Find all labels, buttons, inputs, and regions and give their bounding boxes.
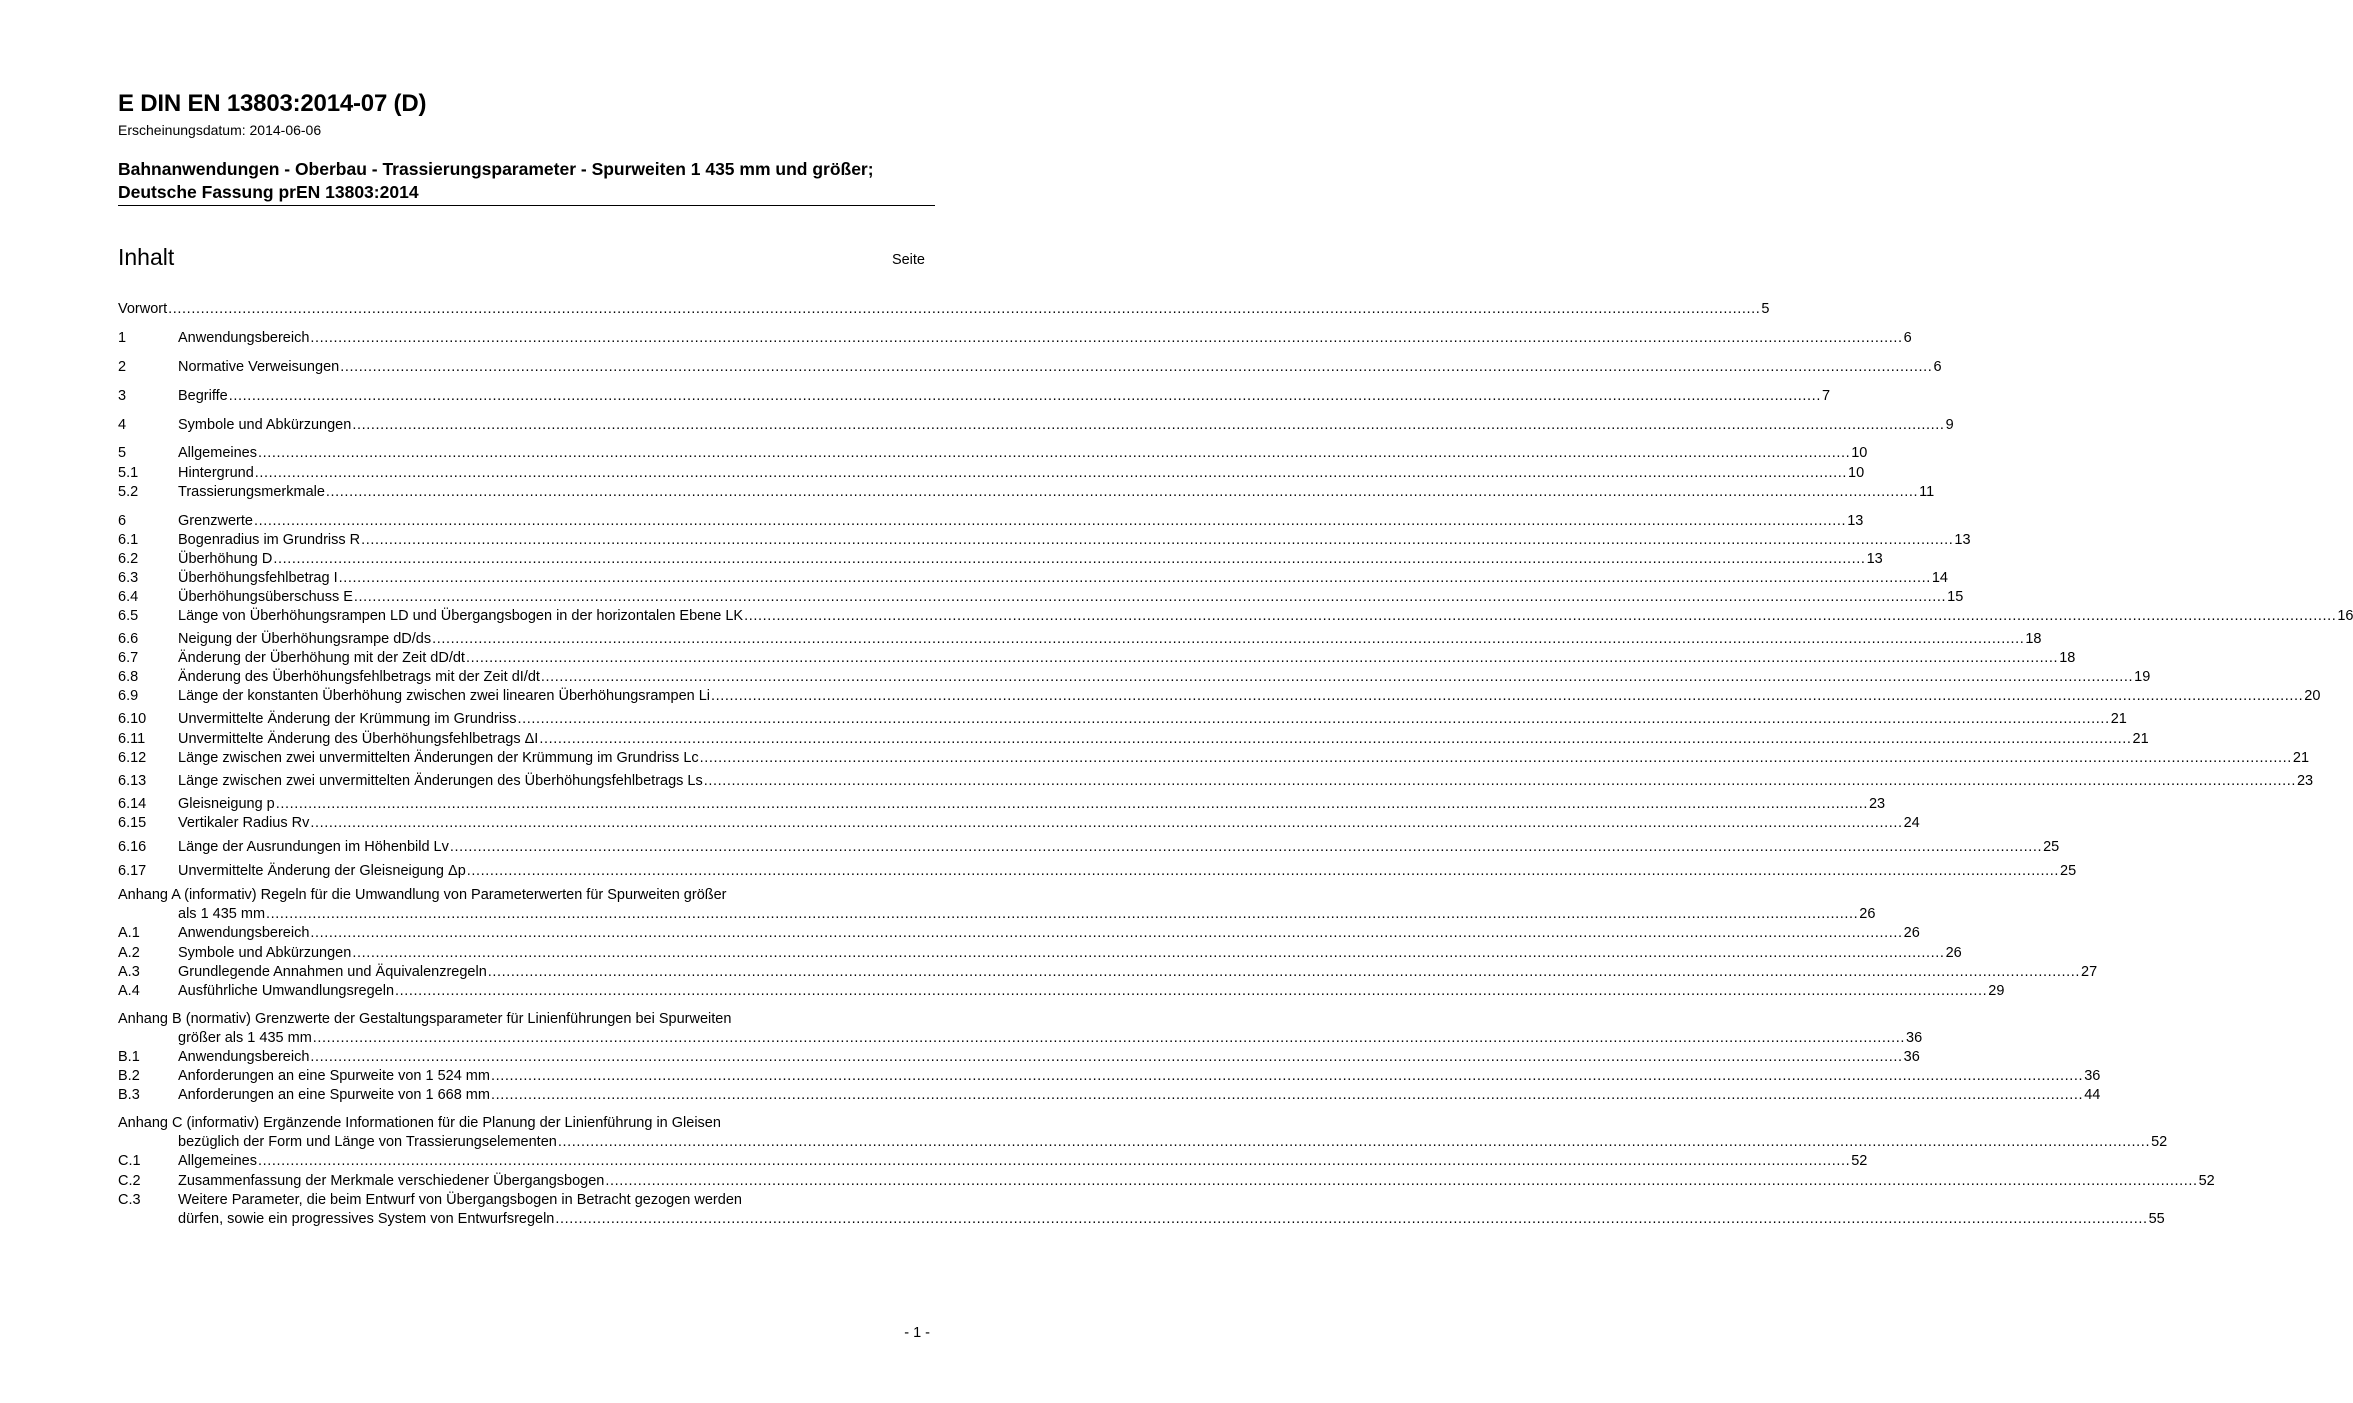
toc-entry-number: C.2 [118,1172,141,1189]
annex-kind: (informativ) [184,887,257,904]
toc-entry-b-1[interactable] [118,1048,1920,1067]
toc-entry-page: 21 [2132,730,2149,747]
dot-leader [744,607,2336,626]
dot-leader [555,1210,2147,1229]
toc-entry-number: 6.7 [118,650,139,667]
toc-entry-label: Anwendungsbereich [178,329,310,346]
toc-entry-page: 20 [2304,688,2321,705]
toc-annex-a-continuation[interactable] [118,905,1876,924]
toc-entry-label: Anforderungen an eine Spurweite von 1 668 mm [178,1087,490,1104]
toc-entry-number: A.3 [118,963,140,980]
toc-entry-page: 6 [1903,329,1912,346]
toc-entry-label: Unvermittelte Änderung des Überhöhungsfehlbetrags ΔI [178,730,539,747]
toc-entry-page: 10 [1851,445,1868,462]
toc-annex-c-heading[interactable] [118,1114,931,1133]
dot-leader [340,358,1932,377]
dot-leader [310,329,1902,348]
toc-entry-number: A.1 [118,925,140,942]
toc-entry-page: 16 [2337,608,2353,624]
toc-annex-c-continuation[interactable] [118,1133,2168,1152]
toc-entry-number: 6.2 [118,550,139,567]
dot-leader [711,687,2303,706]
toc-entry-number: B.3 [118,1087,140,1104]
dot-leader [558,1133,2150,1152]
toc-entry-label: Weitere Parameter, die beim Entwurf von Übergangsbogen in Betracht gezogen werden [178,1191,742,1208]
toc-entry-number: 6.1 [118,531,139,548]
toc-entry-number: 6.5 [118,608,139,624]
toc-entry-label: Gleisneigung p [178,795,275,812]
toc-entry-label: Vertikaler Radius Rv [178,814,310,831]
toc-entry-page: 23 [2296,772,2314,789]
toc-entry-label: Überhöhungsfehlbetrag I [178,569,338,586]
toc-entry-page: 18 [2059,650,2076,667]
toc-entry-number: C.1 [118,1153,141,1170]
toc-entry-number: 6.12 [118,749,147,766]
toc-entry-number: 6.4 [118,588,139,605]
toc-entry-label: Symbole und Abkürzungen [178,944,352,961]
toc-entry-label: Änderung des Überhöhungsfehlbetrags mit der Zeit dI/dt [178,669,540,686]
toc-entry-label: Vorwort [118,301,168,317]
dot-leader [255,464,1847,483]
toc-entry-label: Länge von Überhöhungsrampen LD und Übergangsbogen in der horizontalen Ebene LK [178,608,744,624]
toc-entry-label: Unvermittelte Änderung der Gleisneigung Δp [178,863,466,880]
toc-entry-label: Änderung der Überhöhung mit der Zeit dD/dt [178,650,465,667]
dot-leader [266,905,1858,924]
toc-entry-c-1[interactable] [118,1152,1868,1171]
toc-entry-6-7[interactable] [118,649,2076,668]
toc-entry-page: 11 [1919,483,1935,500]
annex-title: Ergänzende Informationen für die Planung der Linienführung in Gleisen [263,1115,721,1132]
toc-entry-c-2[interactable] [118,1172,2215,1191]
toc-entry-label: Anforderungen an eine Spurweite von 1 524 mm [178,1068,490,1085]
toc-entry-page: 26 [1903,925,1920,942]
toc-entry-page: 24 [1903,814,1920,831]
title-divider [118,205,935,206]
dot-leader [313,1029,1905,1048]
dot-leader [168,300,1760,319]
toc-entry-page: 18 [2025,631,2042,648]
toc-entry-number: 6.9 [118,688,139,705]
toc-entry-6-10[interactable] [118,710,2127,729]
toc-entry-page: 52 [2151,1134,2168,1151]
toc-entry-number: A.4 [118,982,140,999]
toc-entry-2[interactable] [118,358,1942,377]
toc-entry-page: 55 [2148,1210,2165,1227]
dot-leader [310,814,1902,833]
toc-entry-number: 6.17 [118,863,147,880]
toc-entry-label: Allgemeines [178,445,257,462]
toc-entry-number: 6.8 [118,669,139,686]
toc-entry-page: 7 [1821,387,1831,404]
toc-entry-page: 44 [2084,1087,2101,1104]
toc-entry-label: Länge der Ausrundungen im Höhenbild Lv [178,839,449,856]
toc-annex-b-heading[interactable] [118,1010,931,1029]
toc-entry-label: Allgemeines [178,1153,257,1170]
toc-entry-page: 10 [1848,464,1865,481]
toc-entry-label: Symbole und Abkürzungen [178,416,352,433]
toc-entry-5-1[interactable] [118,464,1865,483]
toc-entry-1[interactable] [118,329,1912,348]
dot-leader [273,550,1865,569]
dot-leader [467,862,2059,881]
toc-entry-number: B.1 [118,1048,140,1065]
toc-entry-c-3[interactable] [118,1191,931,1210]
toc-entry-label: Anwendungsbereich [178,925,310,942]
toc-entry-label: Zusammenfassung der Merkmale verschiedener Übergangsbogen [178,1172,605,1189]
toc-entry-label: größer als 1 435 mm [178,1029,312,1046]
dot-leader [488,963,2080,982]
toc-heading: Inhalt [118,244,175,270]
annex-title: Regeln für die Umwandlung von Parameterwerten für Spurweiten größer [260,887,727,904]
toc-entry-6-16[interactable] [118,838,2060,857]
dot-leader [339,569,1931,588]
toc-entry-6-1[interactable] [118,531,1971,550]
toc-entry-page: 25 [2043,839,2060,856]
dot-leader [700,749,2292,768]
toc-entry-label: Überhöhungsüberschuss E [178,588,353,605]
dot-leader [276,795,1868,814]
toc-entry-6-11[interactable] [118,730,2149,749]
toc-entry-b-3[interactable] [118,1086,2101,1105]
toc-entry-label: Trassierungsmerkmale [178,483,325,500]
toc-entry-label: Länge zwischen zwei unvermittelten Änderungen der Krümmung im Grundriss Lc [178,749,699,766]
toc-entry-a-1[interactable] [118,924,1920,943]
toc-entry-number: 6 [118,512,127,529]
toc-entry-page: 26 [1859,906,1876,923]
annex-kind: (normativ) [185,1010,251,1027]
toc-entry-a-3[interactable] [118,963,2098,982]
toc-entry-number: A.2 [118,944,140,961]
toc-entry-page: 52 [2198,1172,2215,1189]
toc-entry-label: dürfen, sowie ein progressives System von Entwurfsregeln [178,1210,555,1227]
toc-entry-label: Normative Verweisungen [178,358,340,375]
toc-entry-page: 6 [1933,358,1942,375]
toc-entry-page: 36 [1906,1029,1923,1046]
toc-entry-page: 25 [2060,863,2077,880]
toc-entry-6-4[interactable] [118,588,1964,607]
dot-leader [704,772,2296,791]
toc-entry-number: 1 [118,329,127,346]
toc-entry-page: 36 [2084,1068,2101,1085]
toc-entry-page: 5 [1761,301,1770,317]
toc-entry-a-2[interactable] [118,944,1962,963]
dot-leader [310,1048,1902,1067]
toc-entry-6-12[interactable] [118,749,2310,768]
annex-prefix: Anhang C [118,1115,183,1132]
toc-entry-number: 5 [118,445,127,462]
toc-entry-number: 3 [118,387,127,404]
toc-entry-page: 26 [1945,944,1962,961]
toc-entry-label: Länge zwischen zwei unvermittelten Änderungen des Überhöhungsfehlbetrags Ls [178,772,703,789]
toc-entry-6-9[interactable] [118,687,2321,706]
toc-entry-page: 9 [1945,416,1954,433]
dot-leader [310,924,1902,943]
toc-entry-number: 4 [118,416,127,433]
toc-entry-number: B.2 [118,1068,140,1085]
toc-entry-number: 5.1 [118,464,139,481]
toc-entry-page: 36 [1903,1048,1920,1065]
annex-kind: (informativ) [186,1115,260,1132]
toc-entry-6-15[interactable] [118,814,1920,833]
toc-entry-label: Bogenradius im Grundriss R [178,531,361,548]
dot-leader [326,483,1918,502]
dot-leader [541,668,2133,687]
toc-entry-vorwort[interactable] [118,300,1770,319]
toc-entry-number: 6.11 [118,730,146,747]
toc-entry-label: Anwendungsbereich [178,1048,310,1065]
dot-leader [361,531,1953,550]
toc-entry-page: 15 [1947,588,1964,605]
toc-entry-5[interactable] [118,444,1868,463]
toc-entry-page: 27 [2081,963,2098,980]
toc-entry-number: 6.16 [118,839,147,856]
toc-entry-number: 6.15 [118,814,147,831]
publication-date: Erscheinungsdatum: 2014-06-06 [118,122,322,138]
toc-entry-page: 21 [2110,711,2127,728]
toc-entry-label: Neigung der Überhöhungsrampe dD/ds [178,631,432,648]
toc-entry-number: 6.13 [118,772,147,789]
dot-leader [466,649,2058,668]
toc-entry-6-8[interactable] [118,668,2151,687]
toc-entry-4[interactable] [118,416,1954,435]
dot-leader [352,416,1944,435]
document-title: Bahnanwendungen - Oberbau - Trassierungsparameter - Spurweiten 1 435 mm und größer; Deutsche Fassung prEN 13803:2014 [118,159,874,202]
dot-leader [354,588,1946,607]
toc-entry-label: bezüglich der Form und Länge von Trassierungselementen [178,1134,557,1151]
dot-leader [254,512,1846,531]
toc-entry-page: 21 [2292,749,2310,766]
toc-entry-6-6[interactable] [118,630,2042,649]
toc-entry-6-17[interactable] [118,862,2077,881]
toc-entry-label: Grundlegende Annahmen und Äquivalenzregeln [178,963,487,980]
toc-entry-5-2[interactable] [118,483,1935,502]
toc-entry-label: Hintergrund [178,464,254,481]
dot-leader [432,630,2024,649]
toc-entry-label: Länge der konstanten Überhöhung zwischen zwei linearen Überhöhungsrampen Li [178,688,711,705]
annex-prefix: Anhang A [118,887,181,904]
toc-entry-6-5[interactable] [118,607,2353,626]
dot-leader [605,1172,2197,1191]
toc-entry-page: 23 [1868,795,1886,812]
annex-title: Grenzwerte der Gestaltungsparameter für Linienführungen bei Spurweiten [255,1010,732,1027]
dot-leader [258,1152,1850,1171]
toc-entry-6-3[interactable] [118,569,1948,588]
toc-entry-6-14[interactable] [118,795,1886,814]
dot-leader [258,444,1850,463]
toc-entry-page: 13 [1866,550,1883,567]
toc-annex-a-heading[interactable] [118,886,931,905]
toc-entry-6-2[interactable] [118,550,1883,569]
page-column-label: Seite [891,252,925,268]
toc-entry-page: 29 [1988,982,2005,999]
toc-entry-number: 2 [118,358,127,375]
toc-entry-page: 52 [1851,1153,1868,1170]
toc-annex-b-continuation[interactable] [118,1029,1923,1048]
page-number-footer: - 1 - [904,1325,930,1341]
document-id: E DIN EN 13803:2014-07 (D) [118,90,427,117]
toc-entry-page: 14 [1931,569,1948,586]
dot-leader [517,710,2109,729]
toc-entry-number: 5.2 [118,483,139,500]
toc-entry-number: 6.6 [118,631,139,648]
toc-entry-c-3-continuation[interactable] [118,1210,2165,1229]
toc-entry-page: 13 [1847,512,1864,529]
toc-entry-a-4[interactable] [118,982,2005,1001]
dot-leader [491,1067,2083,1086]
toc-entry-label: Begriffe [178,387,228,404]
toc-entry-label: Grenzwerte [178,512,253,529]
dot-leader [491,1086,2083,1105]
toc-entry-3[interactable] [118,387,1831,406]
toc-entry-number: 6.10 [118,711,147,728]
toc-entry-label: als 1 435 mm [178,906,266,923]
toc-entry-label: Ausführliche Umwandlungsregeln [178,982,395,999]
toc-entry-label: Überhöhung D [178,550,273,567]
toc-entry-6[interactable] [118,512,1864,531]
table-of-contents [118,300,2353,1229]
toc-entry-page: 19 [2134,669,2151,686]
dot-leader [450,838,2042,857]
toc-entry-number: 6.3 [118,569,139,586]
dot-leader [395,982,1987,1001]
annex-prefix: Anhang B [118,1010,182,1027]
toc-entry-number: 6.14 [118,795,147,812]
toc-entry-page: 13 [1954,531,1971,548]
toc-entry-label: Unvermittelte Änderung der Krümmung im Grundriss [178,711,517,728]
toc-entry-number: C.3 [118,1191,141,1208]
dot-leader [352,944,1944,963]
dot-leader [539,730,2131,749]
dot-leader [229,387,1821,406]
toc-entry-6-13[interactable] [118,772,2314,791]
toc-entry-b-2[interactable] [118,1067,2101,1086]
